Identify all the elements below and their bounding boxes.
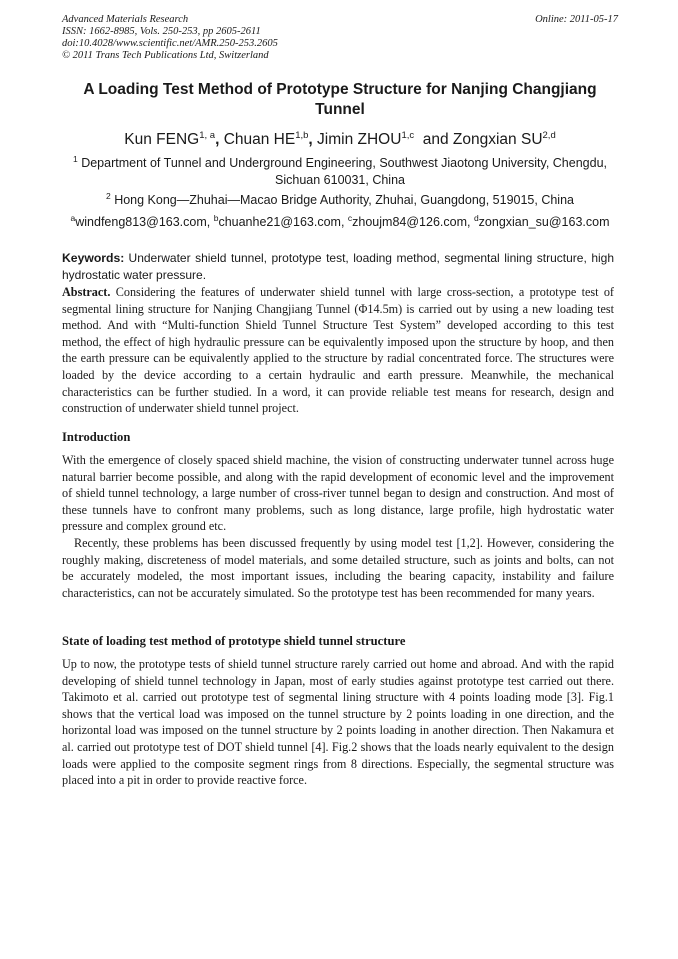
section-heading-introduction: Introduction xyxy=(62,430,131,444)
abstract-text: Considering the features of underwater shield tunnel with large cross-section, a prototype test of segmental lining structure for Nanjing Changjiang Tunnel (Φ14.5m) is carried out by using a new loading test method. And with “Multi-function Shield Tunnel Structure Test System” developed according to this test method, the effect of high hydraulic pressure can be equivalently imposed upon the structure by hoop, and then the earth pressure can be equivalently applied to the structure by radial concentrated force. The structures were loaded by the device according to a certain hydraulic and earth pressure. Meanwhile, the mechanical characteristics can be further studied. In a word, it can provide reliable test means for research, design and construction of underwater shield tunnel project. xyxy=(62,285,614,416)
email-link[interactable]: zhoujm84@126.com, xyxy=(352,215,474,229)
author-emails: $^a$windfeng813@163.com, $^b$chuanhe21@163.com, $^c$zhoujm84@126.com, $^d$zongxian_su@163.com xyxy=(70,213,610,229)
paper-title: A Loading Test Method of Prototype Structure for Nanjing Changjiang Tunnel xyxy=(83,81,597,118)
state-paragraph-1: Up to now, the prototype tests of shield tunnel structure rarely carried out home and abroad. And with the rapid developing of shield tunnel technology in Japan, most of early studies against prototype test carried out there. Takimoto et al. carried out prototype test of segmental lining structure with 4 points loading mode [3]. Fig.1 shows that the vertical load was imposed on the tunnel structure by 2 points loading in one direction, and the horizontal load was imposed on the tunnel structure by 2 points loading in another direction. Then Nakamura et al. carried out prototype test of DOT shield tunnel [4]. Fig.2 shows that the loads nearly equivalent to the design loads were applied to the composite segment rings from 8 directions. Especially, the segmental structure was placed into a pit in order to provide reactive force. xyxy=(62,657,614,788)
affiliation-2: $^2$ Hong Kong—Zhuhai—Macao Bridge Authority, Zhuhai, Guangdong, 519015, China xyxy=(105,191,574,207)
journal-name: Advanced Materials Research xyxy=(62,14,189,25)
online-date: Online: 2011-05-17 xyxy=(535,14,618,25)
issn-line: ISSN: 1662-8985, Vols. 250-253, pp 2605-2611 xyxy=(62,26,261,37)
doi-line: doi:10.4028/www.scientific.net/AMR.250-253.2605 xyxy=(62,38,278,49)
intro-paragraph-2: Recently, these problems has been discussed frequently by using model test [1,2]. However, considering the roughly making, discreteness of model materials, and some detailed structure, such as joints and bolts, can not be accurately modeled, the most important issues, including the bearing capacity, instability and failure characteristics, can not be accurately simulated. So the prototype test has been recommended for many years. xyxy=(62,536,614,600)
journal-header xyxy=(62,14,618,62)
affiliation-1: $^1$ Department of Tunnel and Underground Engineering, Southwest Jiaotong University, Chengdu, Sichuan 610031, China xyxy=(72,154,607,187)
author: Zongxian SU$^{2,d}$ xyxy=(452,130,556,148)
author: Kun FENG$^{1, a}$, xyxy=(124,130,224,148)
abstract-label: Abstract. xyxy=(62,285,111,299)
intro-paragraph-1: With the emergence of closely spaced shield machine, the vision of constructing underwater tunnel across huge natural barrier become possible, and along with the rapid development of economic level and the improvement of shield tunnel technology, a large number of cross-river tunnel began to design and construction. And most of these tunnels have to confront many problems, such as long distance, large profile, high hydrostatic water pressure and complex ground etc. xyxy=(62,453,614,534)
email-link[interactable]: zongxian_su@163.com xyxy=(478,215,610,229)
copyright-line: © 2011 Trans Tech Publications Ltd, Switzerland xyxy=(62,50,269,61)
keywords-text: Underwater shield tunnel, prototype test, loading method, segmental lining structure, high hydrostatic water pressure. xyxy=(62,251,615,282)
email-link[interactable]: windfeng813@163.com, xyxy=(75,215,214,229)
author-list xyxy=(40,130,640,150)
keywords-label: Keywords: xyxy=(62,251,125,265)
section-heading-state: State of loading test method of prototype shield tunnel structure xyxy=(62,634,406,648)
email-link[interactable]: chuanhe21@163.com, xyxy=(218,215,348,229)
keywords xyxy=(62,250,614,283)
author: Jimin ZHOU$^{1,c}$ and xyxy=(317,130,453,148)
abstract xyxy=(62,284,614,417)
author: Chuan HE$^{1,b}$, xyxy=(223,130,318,148)
